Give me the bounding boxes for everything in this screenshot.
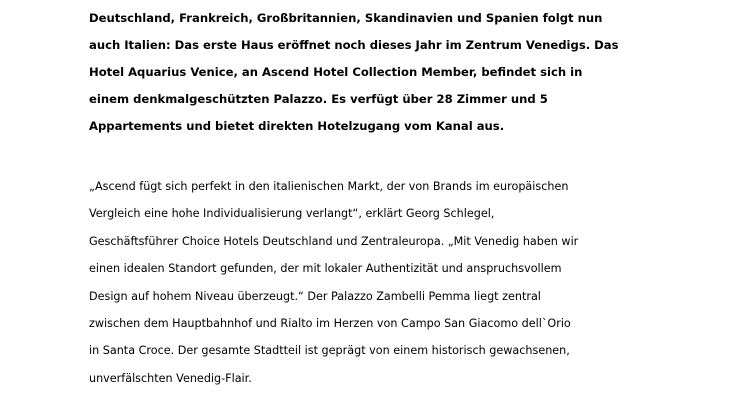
body-line: Geschäftsführer Choice Hotels Deutschland und Zentraleuropa. „Mit Venedig haben wir — [89, 234, 579, 248]
body-line: in Santa Croce. Der gesamte Stadtteil ist geprägt von einem historisch gewachsenen, — [89, 344, 570, 358]
quote-paragraph — [89, 177, 649, 396]
lead-line: einem denkmalgeschützten Palazzo. Es verfügt über 28 Zimmer und 5 — [89, 92, 548, 106]
body-line: zwischen dem Hauptbahnhof und Rialto im Herzen von Campo San Giacomo dell`Orio — [89, 316, 571, 330]
lead-line: auch Italien: Das erste Haus eröffnet noch dieses Jahr im Zentrum Venedigs. Das — [89, 38, 619, 52]
body-line: einen idealen Standort gefunden, der mit lokaler Authentizität und anspruchsvollem — [89, 262, 562, 276]
lead-paragraph — [89, 9, 649, 144]
lead-line: Hotel Aquarius Venice, an Ascend Hotel Collection Member, befindet sich in — [89, 65, 583, 79]
body-line: „Ascend fügt sich perfekt in den italienischen Markt, der von Brands im europäischen — [89, 180, 569, 193]
body-line: Vergleich eine hohe Individualisierung verlangt“, erklärt Georg Schlegel, — [89, 207, 495, 221]
lead-line: Appartements und bietet direkten Hotelzugang vom Kanal aus. — [89, 119, 505, 133]
body-line: Design auf hohem Niveau überzeugt.“ Der Palazzo Zambelli Pemma liegt zentral — [89, 289, 541, 303]
lead-line: Deutschland, Frankreich, Großbritannien, Skandinavien und Spanien folgt nun — [89, 11, 603, 25]
body-line: unverfälschten Venedig-Flair. — [89, 371, 252, 385]
